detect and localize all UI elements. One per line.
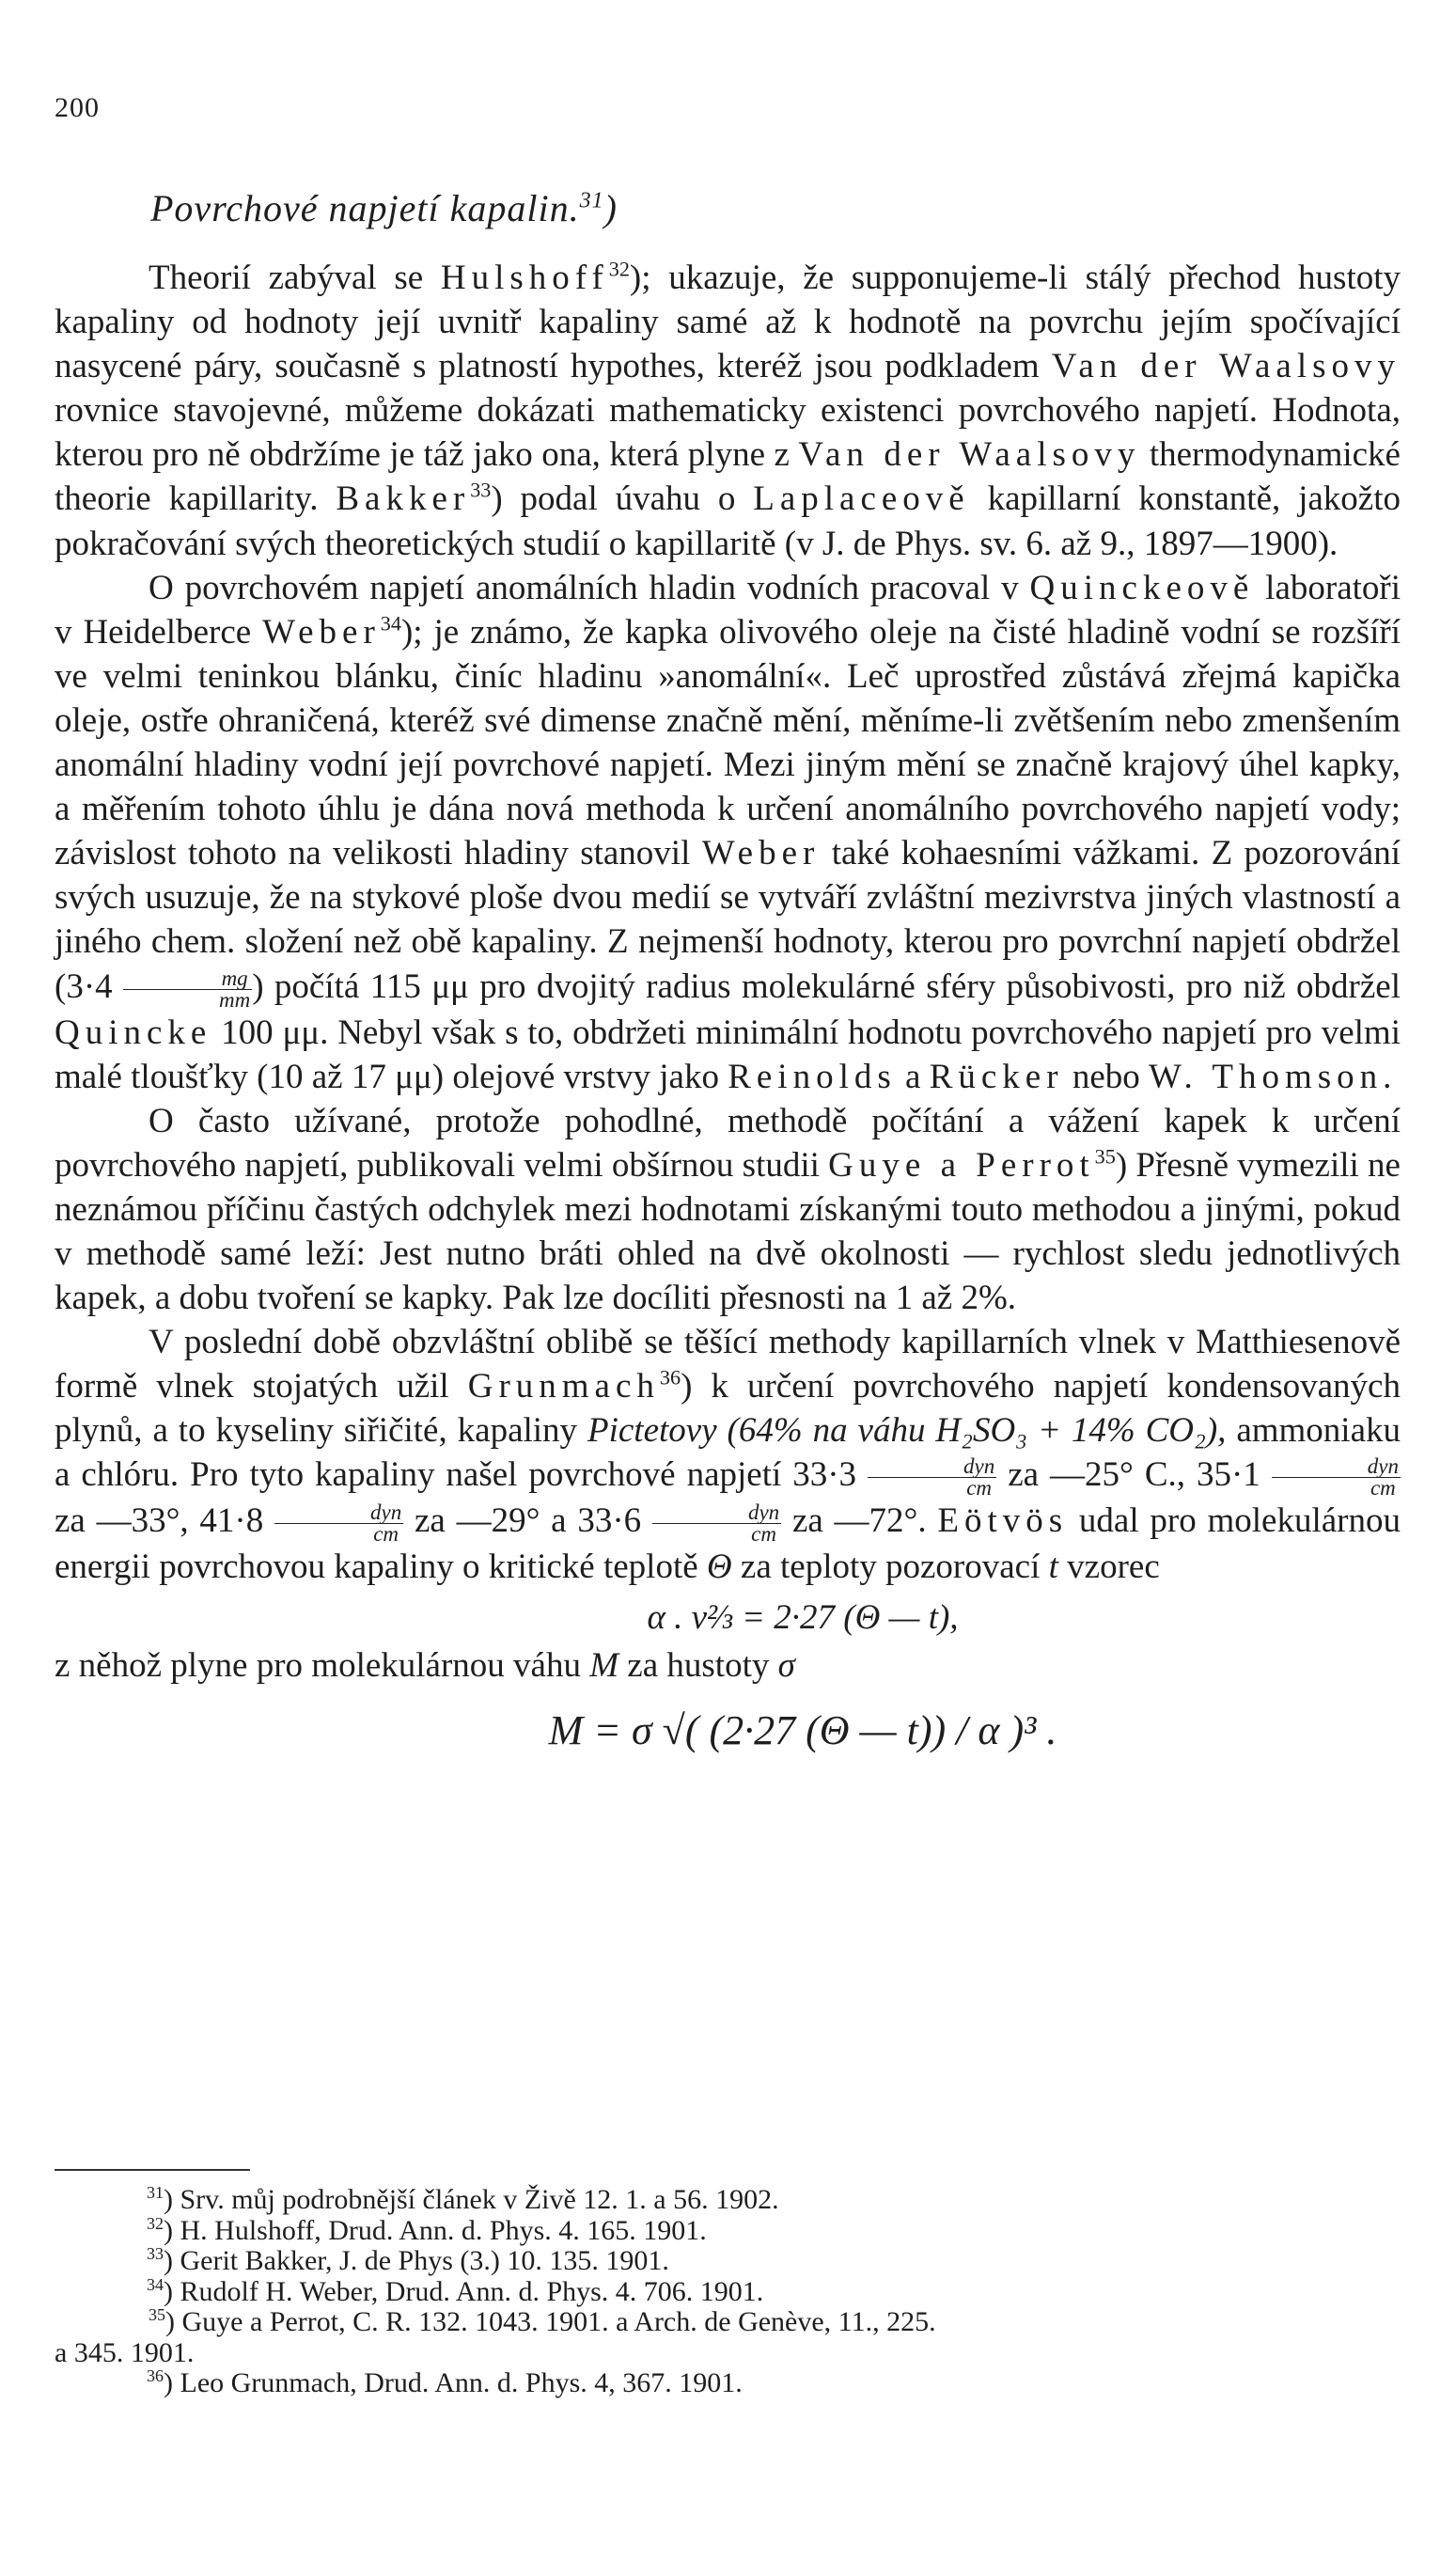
text-run: udal pro molekulárnou energii povrchovou kapaliny o kritické teplotě [55,1501,1401,1587]
text-run: ) Přesně vymezili ne neznámou příčinu častých odchylek mezi hodnotami získanými touto methodou a jinými, pokud v methodě samé leží: Jest nutno bráti ohled na dvě okolnosti — rychlost sledu jednotlivých kapek, a dobu tvoření se kapky. Pak lze docíliti přesnosti na 1 až 2%. [55,1145,1401,1318]
math-symbol: σ [777,1645,795,1685]
footnote-ref: 35 [1094,1144,1116,1169]
paragraph-1 [55,256,1401,566]
footnote [55,2246,1401,2277]
footnote-mark: 36 [147,2366,164,2385]
person-name: W. Thomson [1149,1057,1384,1096]
fraction-denominator: mm [219,987,251,1012]
paragraph-3 [55,1099,1401,1320]
footnote-mark: 31 [147,2183,164,2202]
text-run: a [896,1057,930,1096]
formula-energy: α . v⅔ = 2·27 (Θ — t), [647,1597,959,1637]
person-name: Van der Waalsovy [1051,347,1401,386]
person-name: Van der Waalsovy [798,435,1141,475]
fraction-denominator: cm [373,1522,399,1547]
text-run: 100 μμ. Nebyl však s to, obdržeti minimální hodnotu povrchového napjetí pro velmi malé tloušťky (10 až 17 μμ) olejové vrstvy jako [55,1013,1401,1096]
person-name: Eötvös [937,1501,1069,1541]
text-run: ) k určení povrchového napjetí kondensovaných plynů, a to kyseliny siřičité, kapaliny [55,1367,1401,1451]
footnote-ref: 32 [608,257,630,281]
text-run: také kohaesními vážkami. Z pozorování svých usuzuje, že na stykové ploše dvou medií se vytváří zvláštní mezivrstva jiných vlastností a jiného chem. složení než obě kapaliny. Z nejmenší hodnoty, kterou pro povrchní napjetí obdržel (3·4 [55,834,1401,1006]
text-run: ); ukazuje, že supponujeme-li stálý přechod hustoty kapaliny od hodnoty její uvnitř kapaliny samé až k hodnotě na povrchu jejím spočívající nasycené páry, současně s platností hypothes, kteréž jsou podkladem [55,259,1401,386]
unit-fraction [274,1502,403,1545]
footnote-text: ) Leo Grunmach, Drud. Ann. d. Phys. 4, 367. 1901. [164,2367,743,2398]
section-title: Povrchové napjetí kapalin.$^{31}$) [150,187,618,229]
text-run: ammoniaku a chlóru. Pro tyto kapaliny našel povrchové napjetí 33·3 [55,1411,1401,1495]
person-name: Quincke [55,1013,212,1052]
person-name: Laplaceově [753,479,970,519]
text-run: za —72°. [781,1501,938,1541]
footnote-mark: 35 [149,2305,165,2324]
text-run: nebo [1063,1057,1149,1096]
text-run: O často užívané, protože pohodlné, methodě počítání a vážení kapek k určení povrchového napjetí, publikovali velmi obšírnou studii [55,1101,1401,1185]
footnote-ref: 34 [380,611,401,636]
unit-fraction [1272,1456,1401,1499]
footnote-text: ) Gerit Bakker, J. de Phys (3.) 10. 135. 1901. [164,2245,669,2276]
text-run: ) podal úvahu o [491,479,754,519]
footnote [55,2368,1401,2399]
footnote-ref: 31 [579,188,604,213]
section-title-text: Povrchové napjetí kapalin. [150,187,580,229]
text-run: z něhož plyne pro molekulárnou váhu [55,1645,590,1685]
unit-fraction [123,968,252,1011]
text-run: kapillarní konstantě, jakožto pokračování svých theoretických studií o kapillaritě (v J. de Phys. sv. 6. až 9., 1897—1900). [55,479,1401,563]
person-name: Guye a Perrot [828,1145,1095,1185]
person-name: Weber [701,834,821,873]
math-symbol: Θ [706,1548,732,1587]
paragraph-2 [55,566,1401,1099]
paragraph-5 [55,1643,1401,1688]
text-run: za —29° a 33·6 [403,1501,652,1541]
text-run: za teploty pozorovací [731,1548,1049,1587]
footnote-text: ) Srv. můj podrobnější článek v Živě 12. 1. a 56. 1902. [164,2184,779,2215]
fraction-numerator: dyn [868,1456,996,1478]
body-text [55,256,1401,1752]
text-run: za hustoty [618,1645,778,1685]
fraction-denominator: cm [966,1476,993,1500]
math-symbol: t [1048,1548,1058,1587]
unit-fraction [868,1456,996,1499]
text-run: vzorec [1057,1548,1160,1587]
footnote [55,2274,1401,2308]
person-name: Grunmach [467,1367,660,1406]
person-name: Weber [262,612,381,652]
text-run: za —25° C., 35·1 [996,1455,1272,1495]
footnote-text: ) Rudolf H. Weber, Drud. Ann. d. Phys. 4. 706. 1901. [164,2275,764,2307]
person-name: Reinolds [728,1057,897,1096]
footnote-continuation: a 345. 1901. [55,2336,195,2368]
footnote-ref: 36 [659,1365,681,1390]
person-name: Rücker [929,1057,1064,1096]
fraction-numerator: mg [123,968,252,990]
paragraph-4 [55,1320,1401,1589]
footnote-ref: 33 [470,479,492,503]
text-run: ); je známo, že kapka olivového oleje na čisté hladině vodní se rozšíří ve velmi teninkou blánku, činíc hladinu »anomální«. Leč uprostřed zůstává zřejmá kapička oleje, ostře ohraničená, kteréž své dimense značně mění, měníme-li zvětšením nebo zmenšením anomální hladiny vodní její povrchové napjetí. Mezi jiným mění se značně krajový úhel kapky, a měřením tohoto úhlu je dána nová methoda k určení anomálního povrchového napjetí vody; závislost tohoto na velikosti hladiny stanovil [55,612,1401,873]
fraction-numerator: dyn [1272,1456,1401,1478]
footnote-text: ) Guye a Perrot, C. R. 132. 1043. 1901. a Arch. de Genève, 11., 225. [165,2306,936,2337]
footnote-mark: 34 [147,2274,164,2294]
unit-fraction [652,1502,781,1545]
text-run: . [1383,1057,1392,1096]
formula-molecular-weight: M = σ √( (2·27 (Θ — t)) / α )³ . [548,1706,1057,1753]
footnote-mark: 33 [147,2244,164,2263]
text-run: ) počítá 115 μμ pro dvojitý radius molekulárné sféry působivosti, pro niž obdržel [252,966,1401,1006]
fraction-numerator: dyn [274,1502,403,1524]
fraction-denominator: cm [1370,1476,1396,1500]
person-name: Hulshoff [440,259,609,297]
text-run: rovnice stavojevné, můžeme dokázati mathematicky existenci povrchového napjetí. Hodnota, kterou pro ně obdržíme je táž jako ona, která plyne z [55,391,1401,475]
text-run: V poslední době obzvláštní oblibě se těšící methody kapillarních vlnek v Matthiesenově formě vlnek stojatých užil [55,1323,1401,1406]
math-symbol: M [589,1645,619,1685]
footnotes [55,2185,1401,2399]
fraction-denominator: cm [751,1522,776,1547]
text-run: O povrchovém napjetí anomálních hladin vodních pracoval v [149,568,1030,607]
footnote-divider [55,2169,250,2171]
footnote-text: ) H. Hulshoff, Drud. Ann. d. Phys. 4. 165. 1901. [164,2214,707,2246]
text-run: Theorií zabýval se [149,259,441,297]
text-run: laboratoři v Heidelberce [55,568,1401,652]
footnote [55,2185,1401,2216]
footnote [55,2213,1401,2247]
footnote-mark: 32 [147,2213,164,2233]
person-name: Quinckeově [1029,568,1255,607]
text-run: za —33°, 41·8 [55,1501,275,1541]
italic-text: Pictetovy (64% na váhu H₂SO₃ + 14% CO₂), [587,1411,1227,1451]
fraction-numerator: dyn [652,1502,781,1524]
page-number: 200 [55,92,100,123]
person-name: Bakker [336,479,471,519]
text-run: thermodynamické theorie kapillarity. [55,435,1401,519]
footnote [55,2307,1401,2368]
